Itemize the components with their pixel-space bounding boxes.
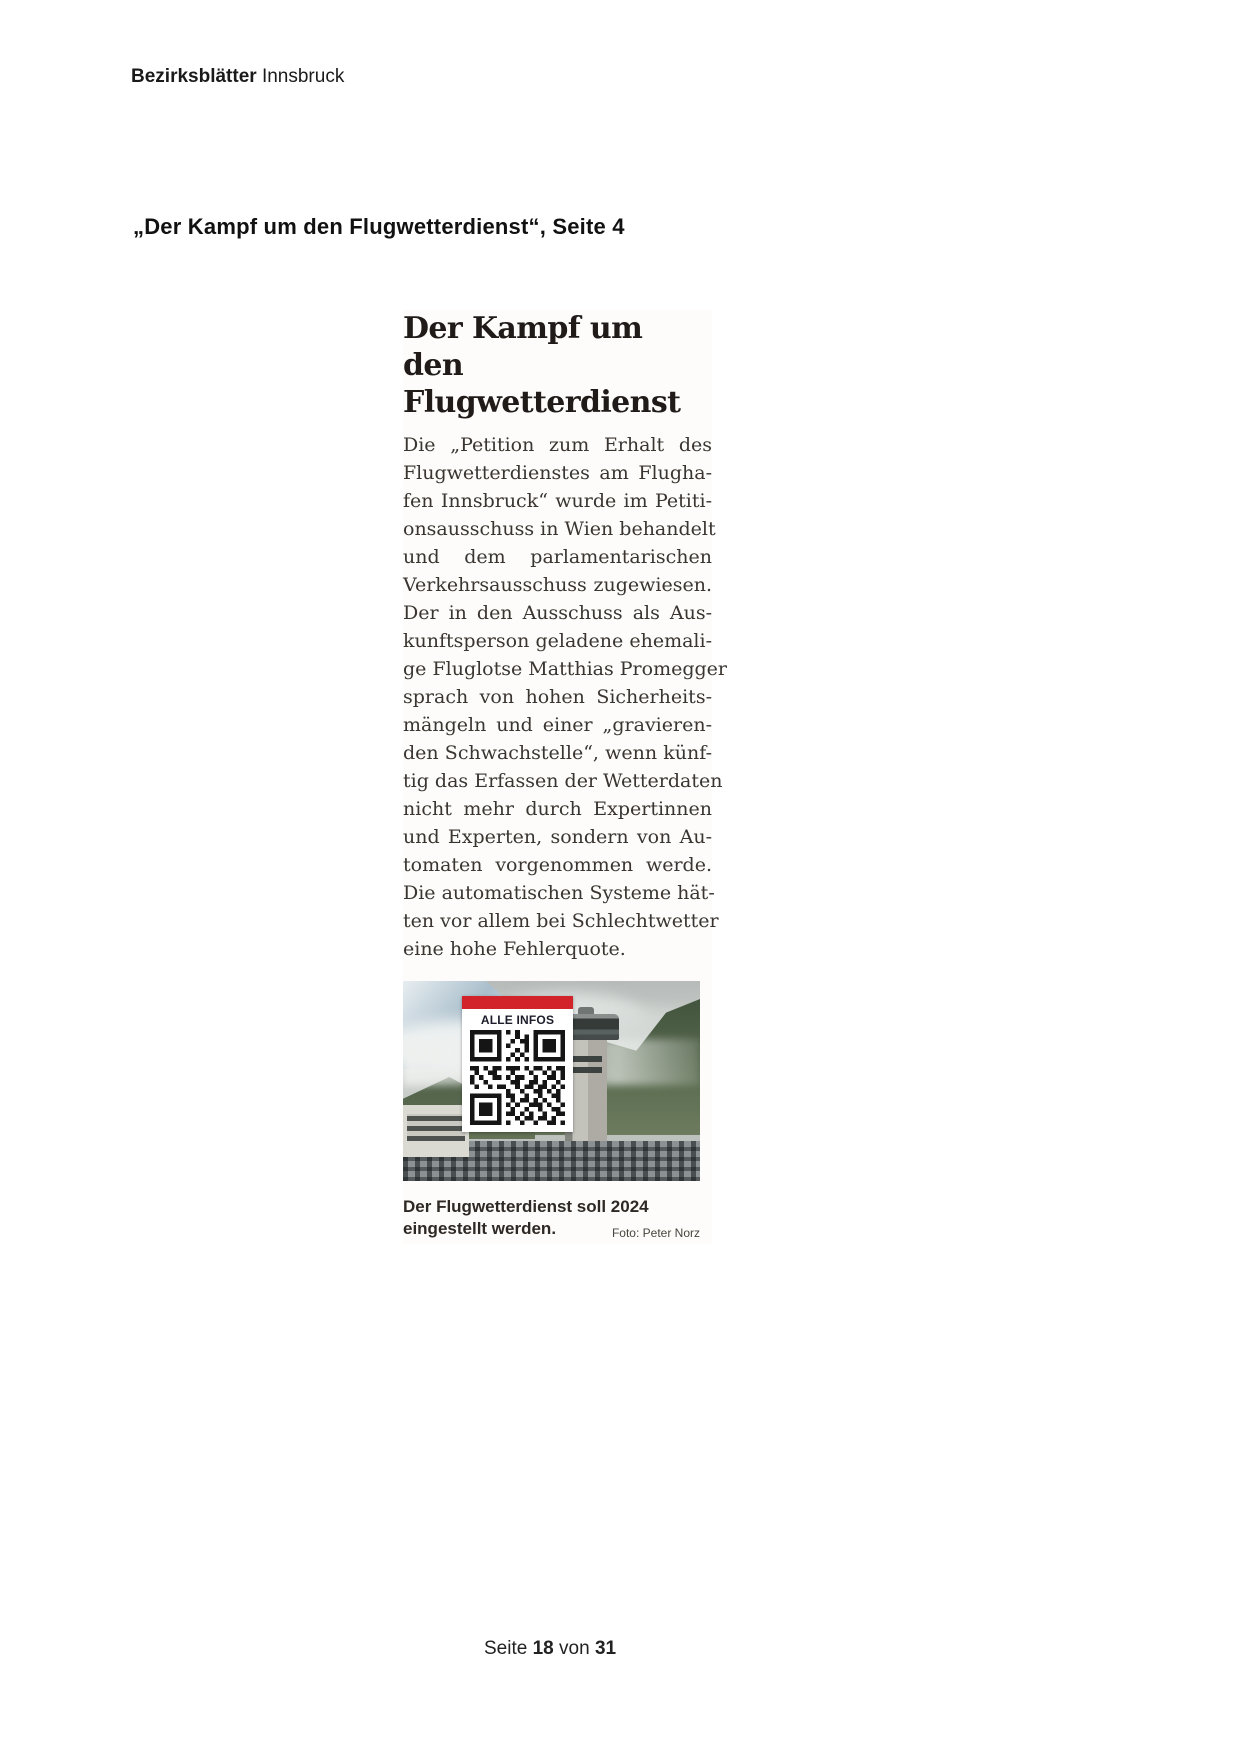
article-body-line: Die automatischen Systeme hät- xyxy=(403,882,715,904)
article-body-line: ten vor allem bei Schlechtwetter xyxy=(403,910,719,932)
footer-word-of: von xyxy=(559,1638,590,1659)
publication-name: Bezirksblätter xyxy=(131,66,257,87)
photo-caption: Der Flugwetterdienst soll 2024 eingestellt werden. xyxy=(403,1197,649,1239)
photo-credit: Foto: Peter Norz xyxy=(611,1226,700,1240)
tower-window-row xyxy=(570,1056,602,1062)
photo-caption-row xyxy=(403,1196,700,1244)
article-body-line: mängeln und einer „gravieren- xyxy=(403,714,712,736)
newspaper-clipping xyxy=(403,310,727,1244)
article-body-line: fen Innsbruck“ wurde im Petiti- xyxy=(403,490,712,512)
qr-banner-label: ALLE INFOS xyxy=(480,1012,555,1027)
article-body-line: tomaten vorgenommen werde. xyxy=(403,854,712,876)
qr-banner-red-bar xyxy=(462,996,573,1009)
article-body-line: ge Fluglotse Matthias Promegger xyxy=(403,658,727,680)
article-body-line: onsausschuss in Wien behandelt xyxy=(403,518,716,540)
article-body-line: Der in den Ausschuss als Aus- xyxy=(403,602,712,624)
document-header xyxy=(131,66,344,88)
footer-word-page: Seite xyxy=(484,1638,528,1659)
article-body-line: sprach von hohen Sicherheits- xyxy=(403,686,712,708)
qr-code-icon xyxy=(470,1030,565,1125)
article-body-line: kunftsperson geladene ehemali- xyxy=(403,630,712,652)
airport-tower-photo xyxy=(403,981,700,1181)
publication-edition: Innsbruck xyxy=(261,66,345,87)
page-footer xyxy=(484,1638,616,1660)
article-body-line: Die „Petition zum Erhalt des xyxy=(403,434,712,456)
terminal-building-white xyxy=(403,1105,469,1157)
article-body-line: Verkehrsausschuss zugewiesen. xyxy=(403,574,712,596)
article-body-line: Flugwetterdienstes am Flugha- xyxy=(403,462,712,484)
tower-window-row xyxy=(570,1067,602,1073)
qr-badge xyxy=(462,996,573,1132)
footer-current-page: 18 xyxy=(532,1638,554,1659)
article-body-line: eine hohe Fehlerquote. xyxy=(403,938,626,960)
article-title-line-2: Flugwetterdienst xyxy=(403,385,681,420)
article-body-line: und Experten, sondern von Au- xyxy=(403,826,712,848)
article-title xyxy=(403,310,712,421)
article-body-line: tig das Erfassen der Wetterdaten xyxy=(403,770,723,792)
article-body xyxy=(403,431,727,963)
article-title-line-1: Der Kampf um den xyxy=(403,311,643,383)
article-reference-heading: „Der Kampf um den Flugwetterdienst“, Seite 4 xyxy=(133,214,625,239)
article-body-line: den Schwachstelle“, wenn künf- xyxy=(403,742,712,764)
article-body-line: und dem parlamentarischen xyxy=(403,546,712,568)
article-body-line: nicht mehr durch Expertinnen xyxy=(403,798,712,820)
footer-total-pages: 31 xyxy=(594,1638,617,1659)
